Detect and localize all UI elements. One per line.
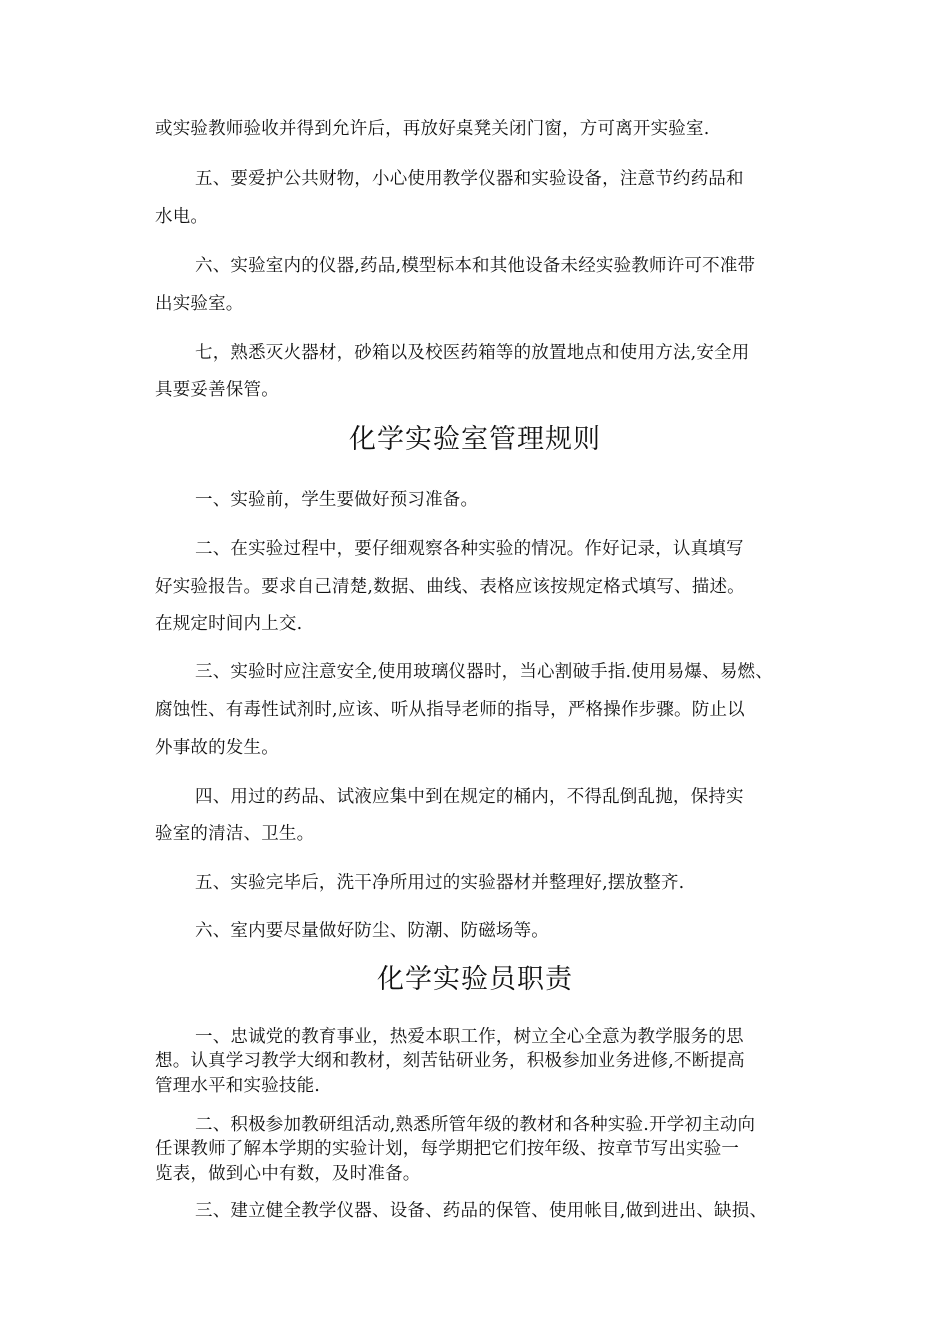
paragraph-line: 五、要爱护公共财物，小心使用教学仪器和实验设备，注意节约药品和 — [195, 169, 744, 189]
section-title-duties: 化学实验员职责 — [377, 964, 573, 995]
paragraph-line: 三、建立健全教学仪器、设备、药品的保管、使用帐目,做到进出、缺损、 — [195, 1201, 768, 1221]
paragraph-line: 或实验教师验收并得到允许后，再放好桌凳关闭门窗，方可离开实验室. — [155, 119, 710, 139]
paragraph-line: 二、在实验过程中，要仔细观察各种实验的情况。作好记录，认真填写 — [195, 539, 744, 559]
paragraph-line: 在规定时间内上交. — [155, 614, 303, 634]
paragraph-line: 四、用过的药品、试液应集中到在规定的桶内，不得乱倒乱抛，保持实 — [195, 787, 744, 807]
paragraph-line: 想。认真学习教学大纲和教材，刻苦钻研业务，积极参加业务进修,不断提高 — [155, 1051, 745, 1071]
paragraph-line: 七，熟悉灭火器材，砂箱以及校医药箱等的放置地点和使用方法,安全用 — [195, 343, 750, 363]
paragraph-line: 任课教师了解本学期的实验计划，每学期把它们按年级、按章节写出实验一 — [155, 1139, 740, 1159]
paragraph-line: 六、实验室内的仪器,药品,模型标本和其他设备未经实验教师许可不准带 — [195, 256, 756, 276]
paragraph-line: 水电。 — [155, 207, 209, 227]
paragraph-line: 览表，做到心中有数，及时准备。 — [155, 1164, 421, 1184]
paragraph-line: 三、实验时应注意安全,使用玻璃仪器时，当心割破手指.使用易爆、易燃、 — [195, 662, 773, 682]
paragraph-line: 一、忠诚党的教育事业，热爱本职工作，树立全心全意为教学服务的思 — [195, 1027, 744, 1047]
paragraph-line: 六、室内要尽量做好防尘、防潮、防磁场等。 — [195, 921, 549, 941]
paragraph-line: 二、积极参加教研组活动,熟悉所管年级的教材和各种实验.开学初主动向 — [195, 1115, 756, 1135]
paragraph-line: 验室的清洁、卫生。 — [155, 824, 315, 844]
paragraph-line: 腐蚀性、有毒性试剂时,应该、听从指导老师的指导，严格操作步骤。防止以 — [155, 700, 745, 720]
paragraph-line: 出实验室。 — [155, 294, 244, 314]
paragraph-line: 具要妥善保管。 — [155, 380, 279, 400]
paragraph-line: 一、实验前，学生要做好预习准备。 — [195, 490, 479, 510]
section-title-rules: 化学实验室管理规则 — [349, 424, 601, 455]
paragraph-line: 管理水平和实验技能. — [155, 1076, 321, 1096]
paragraph-line: 外事故的发生。 — [155, 738, 279, 758]
paragraph-line: 好实验报告。要求自己清楚,数据、曲线、表格应该按规定格式填写、描述。 — [155, 577, 745, 597]
paragraph-line: 五、实验完毕后，洗干净所用过的实验器材并整理好,摆放整齐. — [195, 873, 685, 893]
